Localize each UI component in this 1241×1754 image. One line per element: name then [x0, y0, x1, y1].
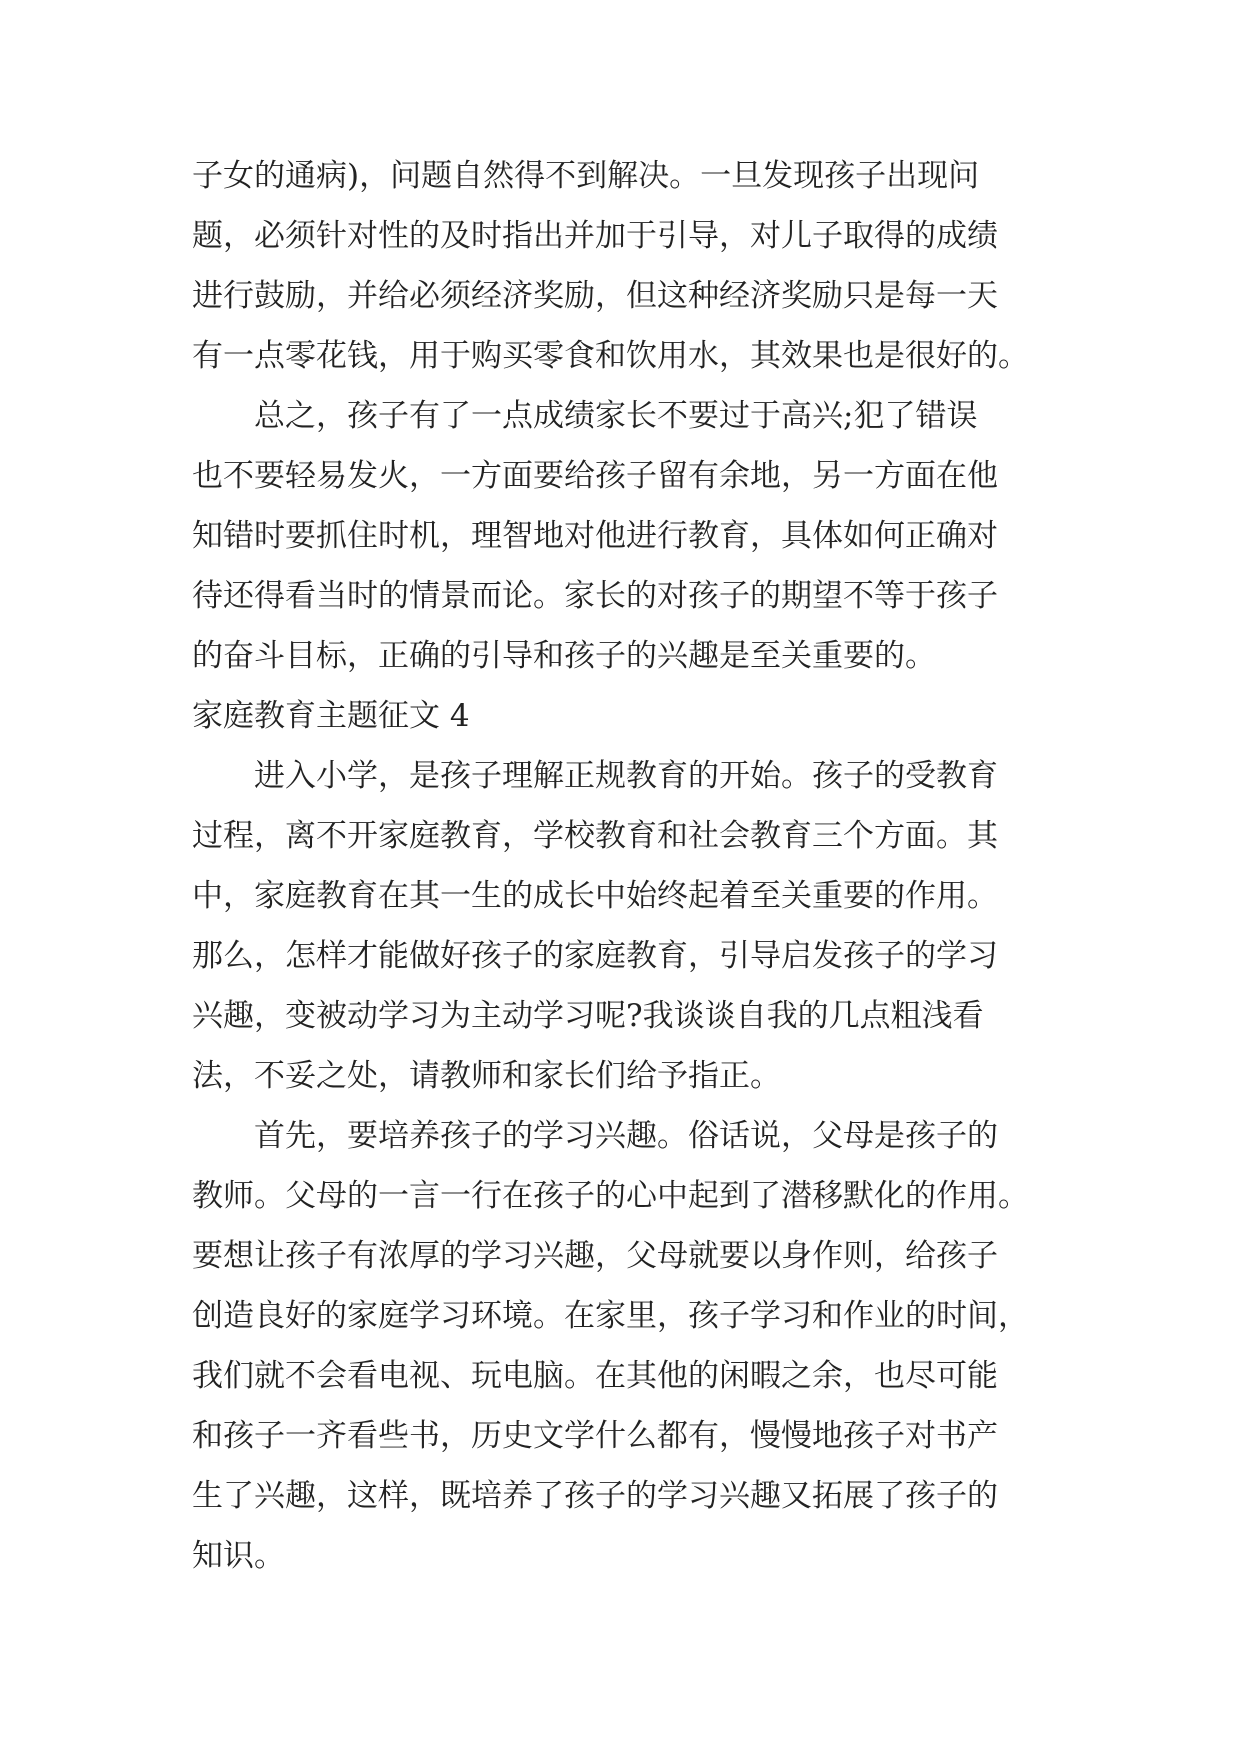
- body-text-line: 进行鼓励，并给必须经济奖励，但这种经济奖励只是每一天: [192, 278, 998, 314]
- body-text-line: 题，必须针对性的及时指出并加于引导，对儿子取得的成绩: [192, 218, 998, 254]
- paragraph-first-line: 总之，孩子有了一点成绩家长不要过于高兴;犯了错误: [254, 398, 978, 434]
- body-text-line: 法，不妥之处，请教师和家长们给予指正。: [192, 1058, 781, 1094]
- paragraph-first-line: 首先，要培养孩子的学习兴趣。俗话说，父母是孩子的: [254, 1118, 998, 1154]
- body-text-line: 中，家庭教育在其一生的成长中始终起着至关重要的作用。: [192, 878, 998, 914]
- body-text-line: 过程，离不开家庭教育，学校教育和社会教育三个方面。其: [192, 818, 998, 854]
- body-text-line: 待还得看当时的情景而论。家长的对孩子的期望不等于孩子: [192, 578, 998, 614]
- body-text-line: 教师。父母的一言一行在孩子的心中起到了潜移默化的作用。: [192, 1178, 1029, 1214]
- body-text-line: 知识。: [192, 1538, 285, 1574]
- body-text-line: 创造良好的家庭学习环境。在家里，孩子学习和作业的时间，: [192, 1298, 1029, 1334]
- section-heading: 家庭教育主题征文 4: [192, 698, 470, 734]
- body-text-line: 我们就不会看电视、玩电脑。在其他的闲暇之余，也尽可能: [192, 1358, 998, 1394]
- body-text-line: 知错时要抓住时机，理智地对他进行教育，具体如何正确对: [192, 518, 998, 554]
- body-text-line: 那么，怎样才能做好孩子的家庭教育，引导启发孩子的学习: [192, 938, 998, 974]
- body-text-line: 要想让孩子有浓厚的学习兴趣，父母就要以身作则，给孩子: [192, 1238, 998, 1274]
- body-text-line: 生了兴趣，这样，既培养了孩子的学习兴趣又拓展了孩子的: [192, 1478, 998, 1514]
- body-text-line: 子女的通病)，问题自然得不到解决。一旦发现孩子出现问: [192, 158, 980, 194]
- body-text-line: 的奋斗目标，正确的引导和孩子的兴趣是至关重要的。: [192, 638, 936, 674]
- body-text-line: 和孩子一齐看些书，历史文学什么都有，慢慢地孩子对书产: [192, 1418, 998, 1454]
- body-text-line: 兴趣，变被动学习为主动学习呢?我谈谈自我的几点粗浅看: [192, 998, 984, 1034]
- body-text-line: 有一点零花钱，用于购买零食和饮用水，其效果也是很好的。: [192, 338, 1029, 374]
- body-text-line: 也不要轻易发火，一方面要给孩子留有余地，另一方面在他: [192, 458, 998, 494]
- paragraph-first-line: 进入小学，是孩子理解正规教育的开始。孩子的受教育: [254, 758, 998, 794]
